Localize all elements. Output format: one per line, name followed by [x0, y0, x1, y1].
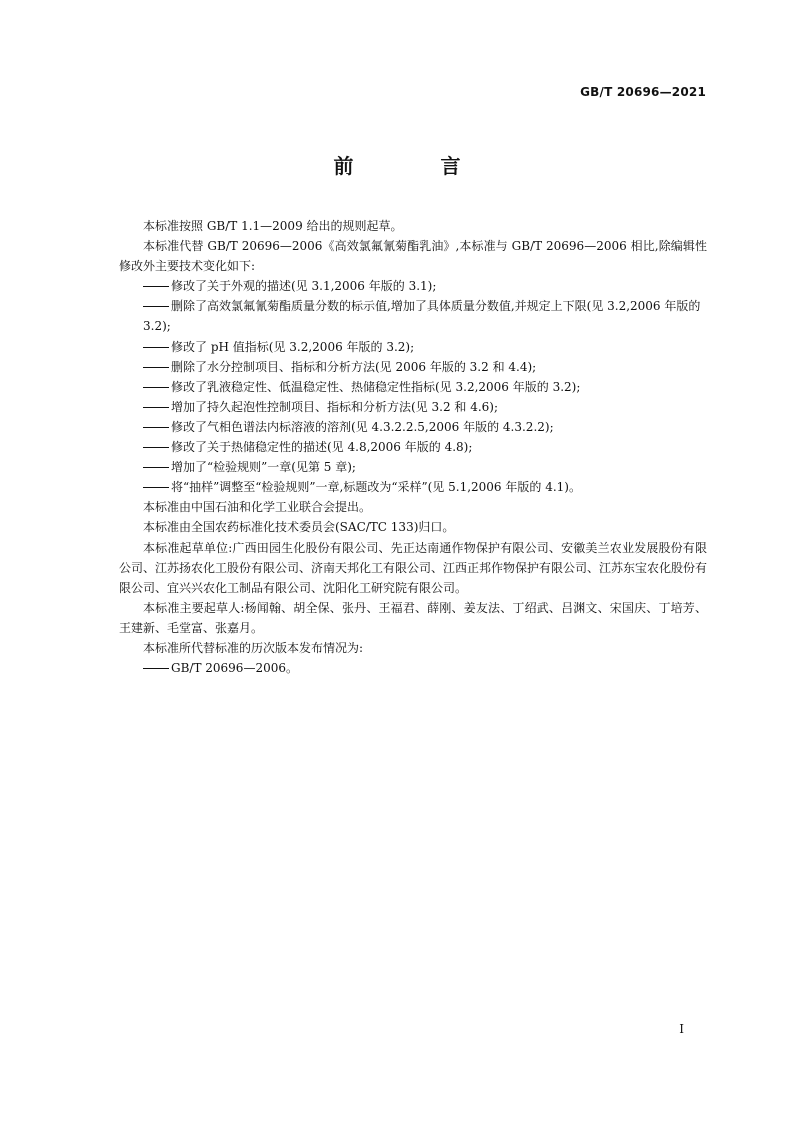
list-item	[119, 437, 707, 457]
dash-marker	[143, 477, 171, 497]
paragraph-proposer: 本标准由中国石油和化学工业联合会提出。	[143, 500, 372, 515]
page-title: 前 言	[333, 154, 501, 178]
history-item	[119, 658, 707, 678]
paragraph-drafters: 本标准主要起草人:杨闻翰、胡全保、张丹、王福君、薛刚、姜友法、丁绍武、吕渊文、宋国庆、丁培芳、王建新、毛堂富、张嘉月。	[119, 600, 707, 635]
dash-marker	[143, 457, 171, 477]
dash-marker	[143, 276, 171, 296]
list-item	[119, 377, 707, 397]
list-item-text: 修改了关于热储稳定性的描述(见 4.8,2006 年版的 4.8);	[171, 440, 473, 455]
page-number: I	[679, 1022, 684, 1036]
list-item-text: 删除了高效氯氟氰菊酯质量分数的标示值,增加了具体质量分数值,并规定上下限(见 3.2,2006 年版的 3.2);	[143, 299, 701, 334]
list-item-text: 修改了乳液稳定性、低温稳定性、热储稳定性指标(见 3.2,2006 年版的 3.2);	[171, 379, 581, 394]
list-item-text: 增加了“检验规则”一章(见第 5 章);	[171, 460, 356, 475]
dash-marker	[143, 397, 171, 417]
paragraph-drafting-rules: 本标准按照 GB/T 1.1—2009 给出的规则起草。	[143, 219, 403, 233]
list-item	[119, 417, 707, 437]
dash-marker	[143, 296, 171, 316]
dash-marker	[143, 437, 171, 457]
dash-marker	[143, 658, 171, 678]
list-item-text: 将“抽样”调整至“检验规则”一章,标题改为“采样”(见 5.1,2006 年版的 4.1)。	[171, 480, 581, 495]
foreword-body	[119, 216, 707, 678]
list-item	[119, 457, 707, 477]
list-item-text: 修改了 pH 值指标(见 3.2,2006 年版的 3.2);	[171, 339, 415, 354]
paragraph-history-intro: 本标准所代替标准的历次版本发布情况为:	[143, 640, 364, 655]
standard-number: GB/T 20696—2021	[580, 85, 706, 99]
list-item	[119, 477, 707, 497]
dash-marker	[143, 417, 171, 437]
changes-list	[119, 276, 707, 497]
dash-marker	[143, 357, 171, 377]
dash-marker	[143, 377, 171, 397]
dash-marker	[143, 337, 171, 357]
list-item	[119, 337, 707, 357]
list-item-text: 修改了气相色谱法内标溶液的溶剂(见 4.3.2.2.5,2006 年版的 4.3.2.2);	[171, 419, 554, 434]
paragraph-replacement: 本标准代替 GB/T 20696—2006《高效氯氟氰菊酯乳油》,本标准与 GB/T 20696—2006 相比,除编辑性修改外主要技术变化如下:	[119, 239, 707, 274]
paragraph-committee: 本标准由全国农药标准化技术委员会(SAC/TC 133)归口。	[143, 520, 455, 535]
list-item	[119, 296, 707, 336]
paragraph-drafting-units: 本标准起草单位:广西田园生化股份有限公司、先正达南通作物保护有限公司、安徽美兰农业发展股份有限公司、江苏扬农化工股份有限公司、济南天邦化工有限公司、江西正邦作物保护有限公司、江苏东宝农化股份有限公司、宜兴兴农化工制品有限公司、沈阳化工研究院有限公司。	[119, 540, 708, 595]
list-item-text: 增加了持久起泡性控制项目、指标和分析方法(见 3.2 和 4.6);	[171, 399, 499, 414]
list-item	[119, 397, 707, 417]
list-item-text: 修改了关于外观的描述(见 3.1,2006 年版的 3.1);	[171, 279, 437, 294]
list-item	[119, 357, 707, 377]
list-item-text: 删除了水分控制项目、指标和分析方法(见 2006 年版的 3.2 和 4.4);	[171, 359, 537, 374]
history-item-text: GB/T 20696—2006。	[171, 661, 298, 676]
list-item	[119, 276, 707, 296]
